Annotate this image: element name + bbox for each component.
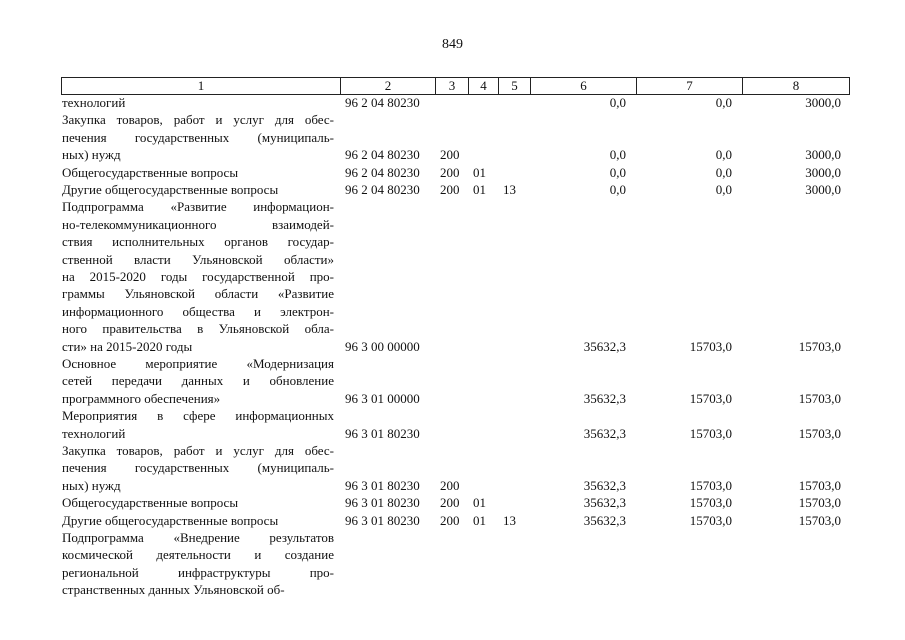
- row-section: 01: [473, 495, 486, 511]
- row-code: 96 3 01 00000: [345, 390, 420, 406]
- row-name: [62, 494, 334, 511]
- row-name-line: Закупка товаров, работ и услуг для обес-: [62, 443, 334, 458]
- row-value-col6: 35632,3: [583, 495, 626, 511]
- row-code: 96 3 00 00000: [345, 338, 420, 354]
- row-value-col7: 15703,0: [689, 390, 732, 406]
- row-code: 96 2 04 80230: [345, 182, 420, 197]
- column-header-7: 7: [637, 78, 743, 95]
- row-name: [62, 198, 334, 355]
- row-value-col7: 0,0: [715, 164, 732, 180]
- row-name-line: странственных данных Ульяновской об-: [62, 582, 285, 598]
- column-header-6: 6: [531, 78, 637, 95]
- row-name-line: технологий: [62, 95, 126, 110]
- row-value-col6: 0,0: [609, 95, 626, 110]
- row-value-col8: 15703,0: [798, 477, 841, 493]
- table-header: [61, 77, 850, 95]
- row-name: [62, 111, 334, 163]
- row-name-line: Общегосударственные вопросы: [62, 164, 239, 180]
- row-name-line: на 2015-2020 годы государственной про-: [62, 269, 334, 285]
- row-value-col8: 3000,0: [805, 147, 841, 163]
- row-name: [62, 442, 334, 494]
- row-expense-type: 200: [440, 182, 460, 197]
- row-value-col6: 0,0: [609, 164, 626, 180]
- row-value-col7: 0,0: [715, 95, 732, 110]
- row-name: [62, 407, 334, 442]
- row-value-col7: 0,0: [715, 147, 732, 163]
- column-header-5: 5: [499, 78, 531, 95]
- row-name-line: сетей передачи данных и обновление: [62, 373, 334, 389]
- row-name-line: ных) нужд: [62, 477, 121, 493]
- row-section: 01: [473, 512, 486, 528]
- row-name-line: программного обеспечения»: [62, 390, 221, 406]
- page-number: 849: [442, 37, 463, 52]
- row-value-col8: 15703,0: [798, 338, 841, 354]
- row-value-col6: 0,0: [609, 182, 626, 197]
- row-code: 96 3 01 80230: [345, 512, 420, 528]
- row-name: [62, 94, 334, 111]
- row-name-line: Подпрограмма «Внедрение результатов: [62, 530, 334, 545]
- row-value-col8: 15703,0: [798, 390, 841, 406]
- row-value-col6: 35632,3: [583, 425, 626, 441]
- row-name: [62, 529, 334, 599]
- row-expense-type: 200: [440, 147, 460, 163]
- row-code: 96 3 01 80230: [345, 477, 420, 493]
- row-value-col8: 3000,0: [805, 164, 841, 180]
- row-expense-type: 200: [440, 495, 460, 511]
- row-code: 96 2 04 80230: [345, 95, 420, 110]
- column-header-8: 8: [743, 78, 850, 95]
- row-value-col6: 35632,3: [583, 338, 626, 354]
- row-subsection: 13: [503, 182, 516, 197]
- row-name-line: ного правительства в Ульяновской обла-: [62, 321, 334, 337]
- row-code: 96 3 01 80230: [345, 425, 420, 441]
- row-value-col7: 15703,0: [689, 338, 732, 354]
- row-name-line: Общегосударственные вопросы: [62, 495, 239, 511]
- row-value-col8: 15703,0: [798, 512, 841, 528]
- row-code: 96 3 01 80230: [345, 495, 420, 511]
- row-name-line: Основное мероприятие «Модернизация: [62, 356, 334, 371]
- row-name-line: но-телекоммуникационного взаимодей-: [62, 216, 334, 232]
- row-name-line: информационного общества и электрон-: [62, 303, 334, 319]
- row-name-line: Закупка товаров, работ и услуг для обес-: [62, 112, 334, 128]
- column-header-4: 4: [469, 78, 499, 95]
- row-value-col6: 35632,3: [583, 390, 626, 406]
- row-value-col7: 15703,0: [689, 477, 732, 493]
- row-name-line: Другие общегосударственные вопросы: [62, 182, 279, 197]
- row-name-line: Мероприятия в сфере информационных: [62, 408, 334, 424]
- row-name: [62, 164, 334, 181]
- column-header-2: 2: [341, 78, 436, 95]
- row-name-line: печения государственных (муниципаль-: [62, 460, 334, 476]
- column-header-1: 1: [62, 78, 341, 95]
- row-value-col6: 0,0: [609, 147, 626, 163]
- row-name-line: космической деятельности и создание: [62, 547, 334, 563]
- row-name-line: Подпрограмма «Развитие информацион-: [62, 199, 334, 215]
- row-name-line: региональной инфраструктуры про-: [62, 564, 334, 580]
- row-name-line: граммы Ульяновской области «Развитие: [62, 286, 334, 302]
- row-name-line: технологий: [62, 425, 126, 441]
- row-name-line: сти» на 2015-2020 годы: [62, 338, 193, 354]
- row-value-col8: 3000,0: [805, 95, 841, 110]
- row-expense-type: 200: [440, 477, 460, 493]
- row-value-col6: 35632,3: [583, 477, 626, 493]
- row-section: 01: [473, 164, 486, 180]
- row-value-col8: 15703,0: [798, 495, 841, 511]
- row-name-line: ствия исполнительных органов государ-: [62, 234, 334, 250]
- row-code: 96 2 04 80230: [345, 147, 420, 163]
- row-name: [62, 181, 334, 198]
- row-value-col7: 15703,0: [689, 512, 732, 528]
- row-name-line: ственной власти Ульяновской области»: [62, 251, 334, 267]
- column-header-3: 3: [436, 78, 469, 95]
- row-subsection: 13: [503, 512, 516, 528]
- row-expense-type: 200: [440, 512, 460, 528]
- row-value-col7: 0,0: [715, 182, 732, 197]
- row-name-line: ных) нужд: [62, 147, 121, 163]
- row-value-col8: 3000,0: [805, 182, 841, 197]
- row-value-col7: 15703,0: [689, 495, 732, 511]
- row-section: 01: [473, 182, 486, 197]
- row-value-col6: 35632,3: [583, 512, 626, 528]
- row-expense-type: 200: [440, 164, 460, 180]
- row-value-col7: 15703,0: [689, 425, 732, 441]
- row-value-col8: 15703,0: [798, 425, 841, 441]
- row-name-line: Другие общегосударственные вопросы: [62, 512, 279, 528]
- row-name: [62, 355, 334, 407]
- row-name-line: печения государственных (муниципаль-: [62, 129, 334, 145]
- row-code: 96 2 04 80230: [345, 164, 420, 180]
- row-name: [62, 512, 334, 529]
